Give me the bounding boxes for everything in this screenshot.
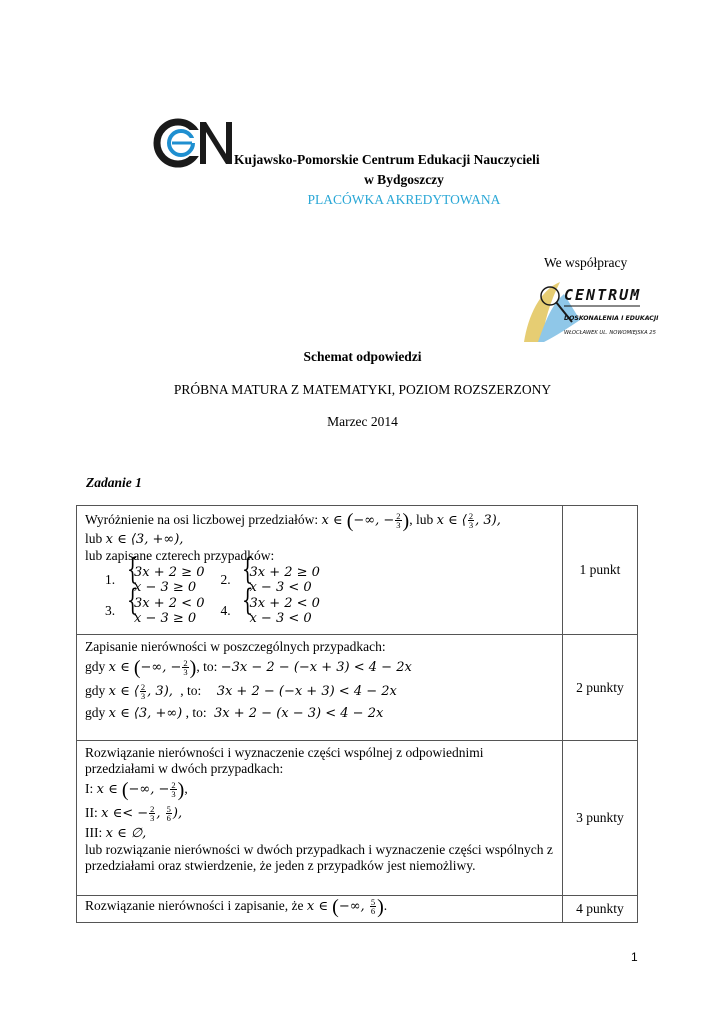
row1-text: Wyróżnienie na osi liczbowej przedziałów: bbox=[85, 512, 319, 527]
case-system-2: { 3x + 2 ≥ 0 x − 3 < 0 bbox=[240, 565, 319, 595]
scoring-table bbox=[76, 505, 638, 923]
points-cell: 3 punkty bbox=[563, 741, 638, 896]
points-cell: 1 punkt bbox=[563, 506, 638, 635]
centrum-logo-line1: DOSKONALENIA I EDUKACJI bbox=[564, 315, 659, 322]
exam-date: Marzec 2014 bbox=[327, 414, 398, 429]
points-cell: 2 punkty bbox=[563, 635, 638, 741]
row4-text: Rozwiązanie nierówności i zapisanie, że bbox=[85, 898, 304, 913]
centrum-logo-title: CENTRUM bbox=[564, 286, 642, 304]
row3-text: Rozwiązanie nierówności i wyznaczenie części wspólnej z odpowiednimi przedziałami w dwóch przypadkach: bbox=[85, 745, 484, 776]
accreditation-label: PLACÓWKA AKREDYTOWANA bbox=[307, 192, 501, 207]
table-row: Rozwiązanie nierówności i zapisanie, że x ∈ (−∞, $\frac{5}{6}$ ). 4 punkty bbox=[77, 896, 638, 923]
page-number: 1 bbox=[631, 950, 638, 964]
task-heading: Zadanie 1 bbox=[86, 475, 142, 490]
row1-cases-intro: lub zapisane czterech przypadków: bbox=[85, 548, 275, 563]
row2-text: Zapisanie nierówności w poszczególnych przypadkach: bbox=[85, 639, 386, 654]
centrum-logo bbox=[520, 276, 659, 348]
table-row: Wyróżnienie na osi liczbowej przedziałów: x ∈ (−∞, − $\frac{2}{3}$ ), lub x ∈ ⟨ $\frac{2}{3}$ , 3), lub x ∈ ⟨3, +∞), lub zapisane czterech przypadków: 1. { 3x + 2 ≥ 0 x − 3 ≥ 0 2. { 3x + 2 ≥ 0 x − 3 < 0 3. { 3x + 2 < 0 x − 3 ≥ 0 4. { 3x + 2 < 0 x − 3 < 0 1 punkt bbox=[77, 506, 638, 635]
centrum-logo-line2: WŁOCŁAWEK UL. NOWOMIEJSKA 25 bbox=[564, 330, 656, 336]
case-system-1: { 3x + 2 ≥ 0 x − 3 ≥ 0 bbox=[125, 565, 204, 595]
institution-name: Kujawsko-Pomorskie Centrum Edukacji Nauczycieli bbox=[234, 152, 540, 167]
cen-logo bbox=[154, 116, 236, 168]
points-cell: 4 punkty bbox=[563, 896, 638, 923]
case-system-3: { 3x + 2 < 0 x − 3 ≥ 0 bbox=[125, 596, 204, 626]
row3-alt-text: lub rozwiązanie nierówności w dwóch przypadkach i wyznaczenie części wspólnych z przedziałami oraz stwierdzenie, że jeden z przypadków jest niemożliwy. bbox=[85, 842, 553, 873]
scheme-title: Schemat odpowiedzi bbox=[303, 349, 422, 364]
institution-city: w Bydgoszczy bbox=[364, 172, 444, 187]
table-row: Zapisanie nierówności w poszczególnych przypadkach: gdy x ∈ (−∞, − $\frac{2}{3}$ ), to: −3x − 2 − (−x + 3) < 4 − 2x gdy x ∈ ⟨ $\frac{2}{3}$ , 3), , to: 3x + 2 − (−x + 3) < 4 − 2x gdy x ∈ ⟨3, +∞) , to: 3x + 2 − (x − 3) < 4 − 2x 2 punkty bbox=[77, 635, 638, 741]
table-row: Rozwiązanie nierówności i wyznaczenie części wspólnej z odpowiednimi przedziałami w dwóch przypadkach: I: x ∈ (−∞, − $\frac{2}{3}$ ), II: x ∈< − $\frac{2}{3}$ , $\frac{5}{6}$ ), III: x ∈ ∅, lub rozwiązanie nierówności w dwóch przypadkach i wyznaczenie części wspólnych z przedziałami oraz stwierdzenie, że jeden z przypadków jest niemożliwy. 3 punkty bbox=[77, 741, 638, 896]
cooperation-label: We współpracy bbox=[544, 255, 628, 270]
exam-title: PRÓBNA MATURA Z MATEMATYKI, POZIOM ROZSZERZONY bbox=[173, 382, 552, 397]
case-system-4: { 3x + 2 < 0 x − 3 < 0 bbox=[240, 596, 319, 626]
